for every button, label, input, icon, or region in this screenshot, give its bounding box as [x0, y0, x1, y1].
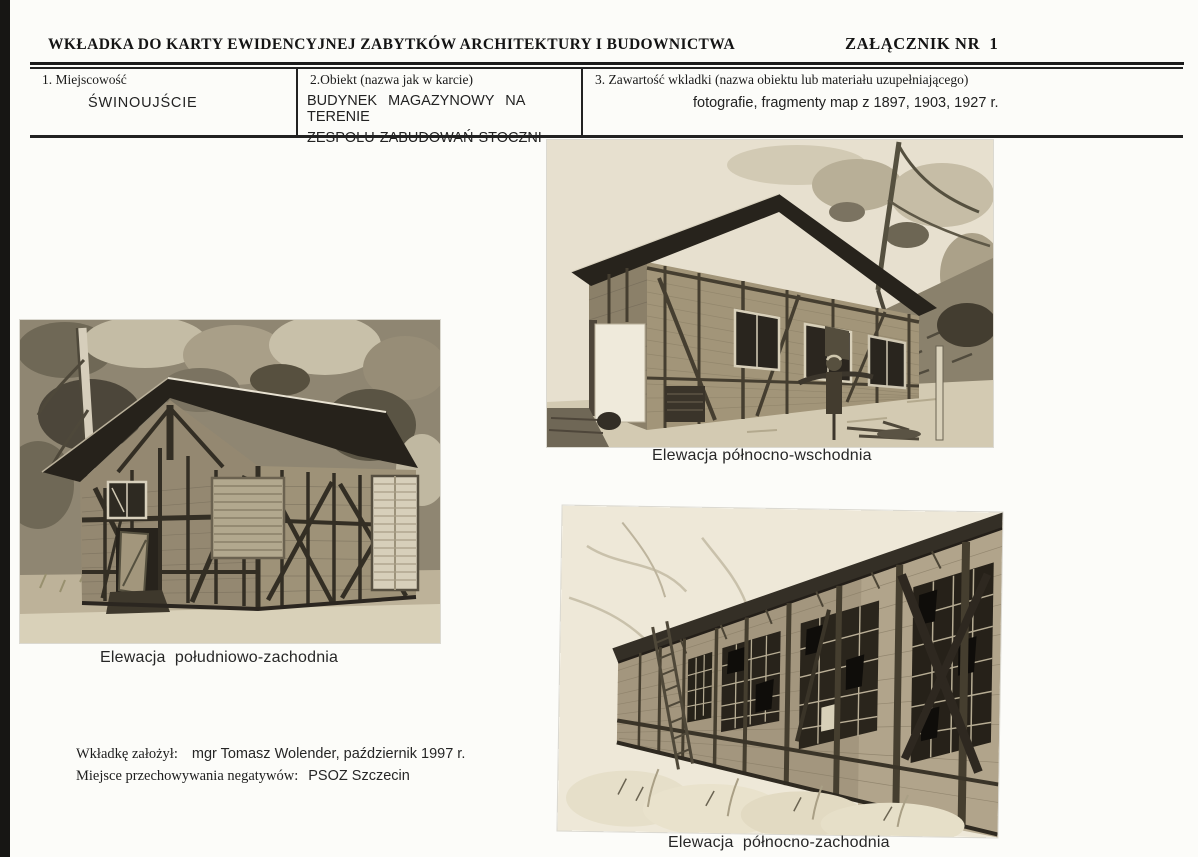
photo-caption-south-west: Elewacja południowo-zachodnia — [100, 649, 339, 666]
attachment-label: ZAŁĄCZNIK NR 1 — [845, 34, 999, 53]
contents-value: fotografie, fragmenty map z 1897, 1903, 1927 r. — [693, 95, 999, 111]
footer-author-line — [76, 746, 465, 763]
contents-label: 3. Zawartość wkladki (nazwa obiektu lub materiału uzupełniającego) — [595, 72, 969, 87]
photo-caption-north-west: Elewacja północno-zachodnia — [668, 834, 890, 851]
record-table — [30, 67, 1183, 146]
page-title: WKŁADKA DO KARTY EWIDENCYJNEJ ZABYTKÓW ARCHITEKTURY I BUDOWNICTWA — [48, 36, 736, 53]
object-value-line1: BUDYNEK MAGAZYNOWY NA TERENIE — [307, 93, 525, 125]
object-label: 2.Obiekt (nazwa jak w karcie) — [310, 72, 474, 87]
photo-nw-image — [557, 506, 1002, 838]
scan-edge-strip — [0, 0, 10, 857]
locality-value: ŚWINOUJŚCIE — [88, 95, 198, 111]
photo-north-west-elevation — [557, 506, 1002, 838]
object-value-line2: ZESPOŁU ZABUDOWAŃ STOCZNI — [307, 130, 542, 146]
cell-locality — [30, 69, 298, 135]
footer-author-label: Wkładkę założył: — [76, 746, 178, 762]
header-rule — [30, 62, 1184, 65]
footer-negatives-label: Miejsce przechowywania negatywów: — [76, 768, 299, 784]
footer-negatives-line — [76, 768, 410, 785]
footer-author-value: mgr Tomasz Wolender, październik 1997 r. — [191, 746, 466, 762]
photo-south-west-elevation — [20, 320, 440, 643]
photo-north-east-elevation — [547, 140, 993, 447]
locality-label: 1. Miejscowość — [42, 72, 127, 87]
photo-ne-image — [547, 140, 993, 447]
cell-contents — [583, 69, 1183, 135]
photo-caption-north-east: Elewacja północno-wschodnia — [652, 447, 872, 464]
footer-negatives-value: PSOZ Szczecin — [308, 768, 410, 784]
cell-object — [298, 69, 583, 146]
photo-sw-image — [20, 320, 440, 643]
